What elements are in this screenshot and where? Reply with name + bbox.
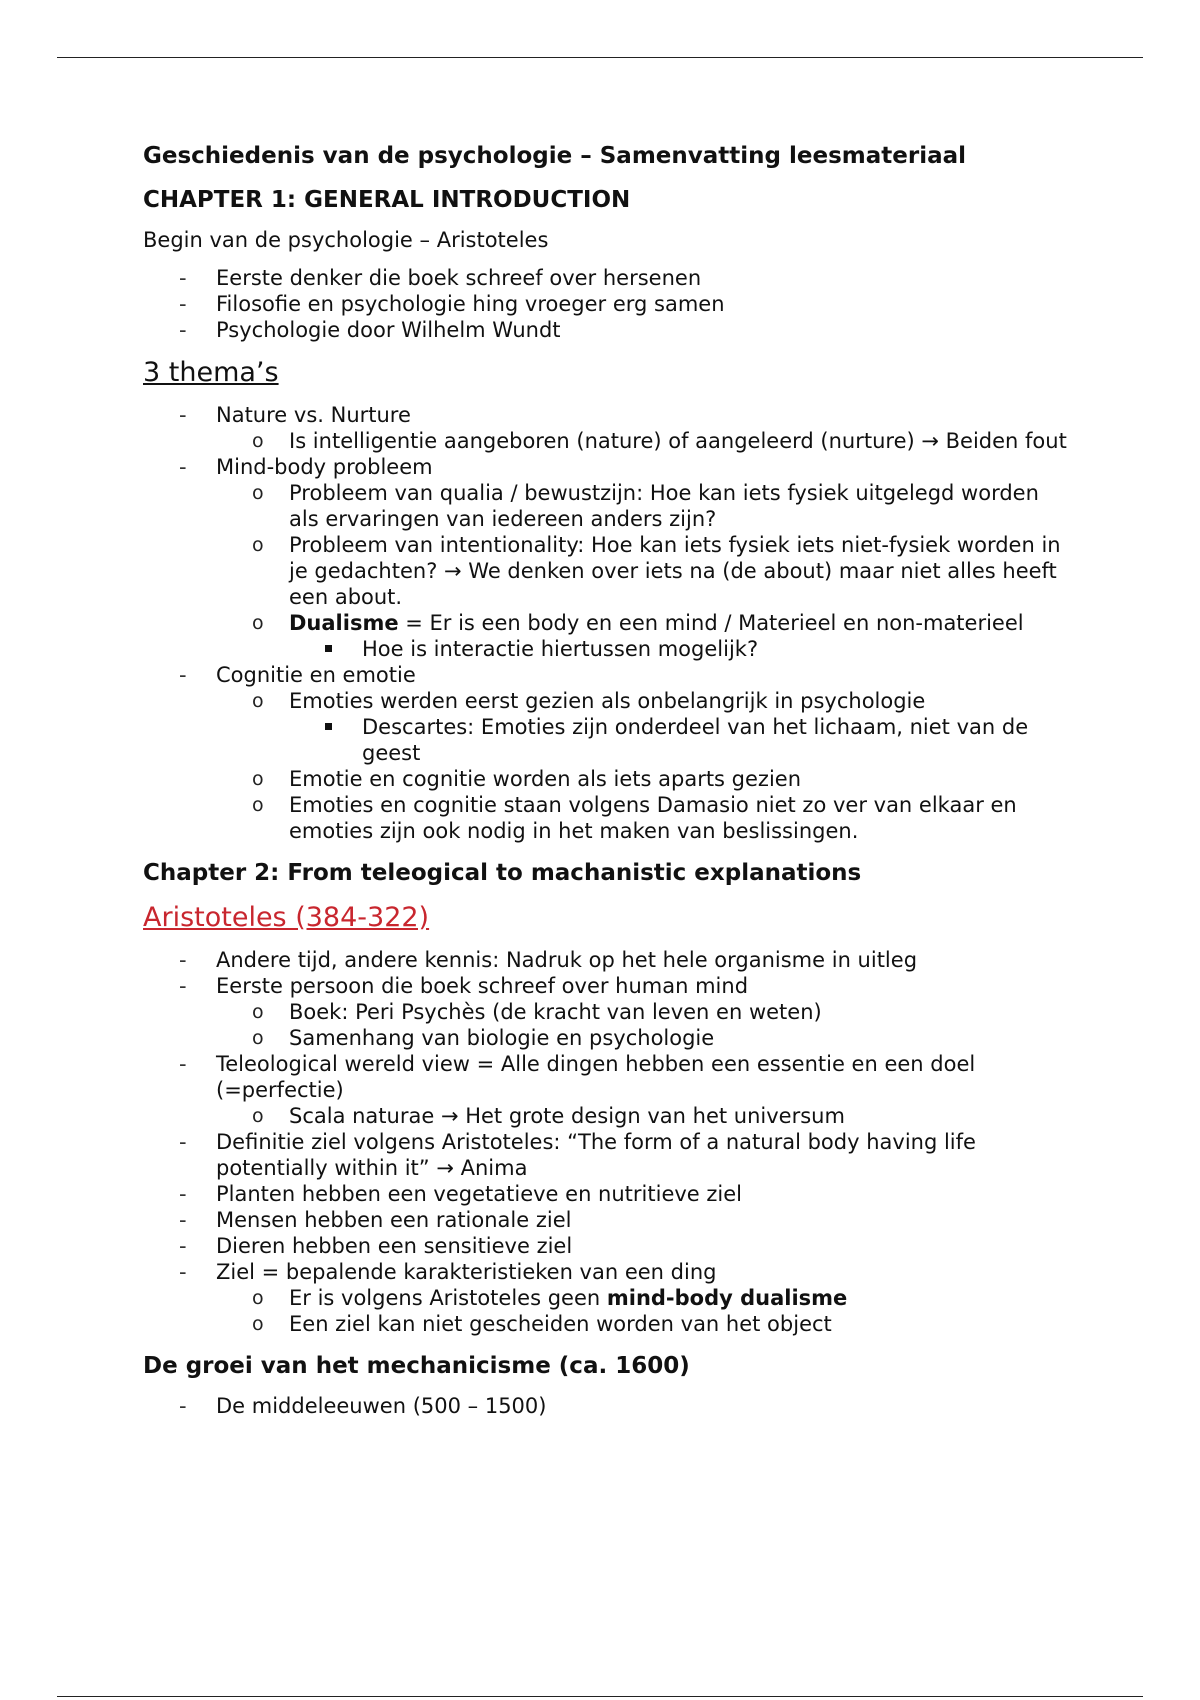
- list-item: - Filosofie en psychologie hing vroeger erg samen: [179, 292, 725, 316]
- chapter1-intro: Begin van de psychologie – Aristoteles: [143, 228, 549, 252]
- list-item: - Eerste denker die boek schreef over hersenen: [179, 266, 702, 290]
- list-item: - Definitie ziel volgens Aristoteles: “The form of a natural body having life potentially within it” → Anima: [179, 1130, 976, 1180]
- document-body: [143, 141, 1073, 1419]
- list-item: - Dieren hebben een sensitieve ziel: [179, 1234, 573, 1258]
- top-rule: [57, 57, 1143, 58]
- themas-list: [143, 402, 1073, 844]
- list-item: - De middeleeuwen (500 – 1500): [179, 1394, 547, 1418]
- list-item: o Emotie en cognitie worden als iets aparts gezien: [252, 767, 802, 791]
- list-item: - Cognitie en emotie o Emoties werden eerst gezien als onbelangrijk in psychologie Descartes: Emoties zijn onderdeel van het lichaam, niet van de geest o Emotie en cognitie worden als iets aparts gezien o Emoties en cognitie staan volgens Damasio niet zo ver van elkaar en emoties zijn ook nodig in het maken van beslissingen.: [143, 662, 1073, 844]
- list-item: - Planten hebben een vegetatieve en nutritieve ziel: [179, 1182, 742, 1206]
- list-item: o Er is volgens Aristoteles geen mind-body dualisme: [252, 1286, 848, 1310]
- aristoteles-heading: Aristoteles (384-322): [143, 902, 430, 933]
- list-item: o Samenhang van biologie en psychologie: [252, 1026, 715, 1050]
- list-item: - Ziel = bepalende karakteristieken van een ding o Er is volgens Aristoteles geen mind-body dualisme o Een ziel kan niet gescheiden worden van het object: [143, 1259, 1073, 1337]
- list-item: - Eerste persoon die boek schreef over human mind o Boek: Peri Psychès (de kracht van leven en weten) o Samenhang van biologie en psychologie: [143, 973, 1073, 1051]
- list-item: - Mind-body probleem o Probleem van qualia / bewustzijn: Hoe kan iets fysiek uitgelegd worden als ervaringen van iedereen anders zijn? o Probleem van intentionality: Hoe kan iets fysiek iets niet-fysiek worden in je gedachten? → We denken over iets na (de about) maar niet alles heeft een about. o Dualisme = Er is een body en een mind / Materieel en non-materieel Hoe is interactie hiertussen mogelijk?: [143, 454, 1073, 662]
- list-item: o Dualisme = Er is een body en een mind / Materieel en non-materieel Hoe is interactie hiertussen mogelijk?: [216, 610, 1073, 662]
- list-item: Hoe is interactie hiertussen mogelijk?: [289, 636, 1073, 662]
- list-item: - Nature vs. Nurture o Is intelligentie aangeboren (nature) of aangeleerd (nurture) → Beiden fout: [143, 402, 1073, 454]
- list-item: - Teleological wereld view = Alle dingen hebben een essentie en een doel (=perfectie) o Scala naturae → Het grote design van het universum: [143, 1051, 1073, 1129]
- list-item: o Probleem van qualia / bewustzijn: Hoe kan iets fysiek uitgelegd worden als ervaringen van iedereen anders zijn?: [252, 481, 1039, 531]
- aristoteles-list: [143, 947, 1073, 1337]
- list-item: o Boek: Peri Psychès (de kracht van leven en weten): [252, 1000, 822, 1024]
- document-title: Geschiedenis van de psychologie – Samenvatting leesmateriaal: [143, 143, 967, 169]
- list-item: - Psychologie door Wilhelm Wundt: [179, 318, 561, 342]
- dualisme-term: Dualisme: [289, 611, 399, 635]
- list-item: o Emoties werden eerst gezien als onbelangrijk in psychologie Descartes: Emoties zijn onderdeel van het lichaam, niet van de geest: [216, 688, 1073, 766]
- list-item: Descartes: Emoties zijn onderdeel van het lichaam, niet van de geest: [289, 714, 1073, 766]
- list-item: o Probleem van intentionality: Hoe kan iets fysiek iets niet-fysiek worden in je gedachten? → We denken over iets na (de about) maar niet alles heeft een about.: [252, 533, 1061, 609]
- mind-body-dualisme-term: mind-body dualisme: [606, 1286, 848, 1310]
- chapter2-heading: Chapter 2: From teleogical to machanistic explanations: [143, 860, 862, 886]
- mechanicisme-list: [143, 1393, 1073, 1419]
- list-item: o Is intelligentie aangeboren (nature) of aangeleerd (nurture) → Beiden fout: [252, 429, 1067, 453]
- list-item: o Scala naturae → Het grote design van het universum: [252, 1104, 845, 1128]
- themas-heading: 3 thema’s: [143, 357, 279, 388]
- list-item: o Een ziel kan niet gescheiden worden van het object: [252, 1312, 832, 1336]
- list-item: - Mensen hebben een rationale ziel: [179, 1208, 572, 1232]
- chapter1-heading: CHAPTER 1: GENERAL INTRODUCTION: [143, 187, 631, 213]
- list-item: o Emoties en cognitie staan volgens Damasio niet zo ver van elkaar en emoties zijn ook nodig in het maken van beslissingen.: [252, 793, 1017, 843]
- mechanicisme-heading: De groei van het mechanicisme (ca. 1600): [143, 1353, 690, 1379]
- chapter1-list: [143, 265, 1073, 343]
- bottom-rule: [57, 1696, 1143, 1697]
- list-item: - Andere tijd, andere kennis: Nadruk op het hele organisme in uitleg: [179, 948, 918, 972]
